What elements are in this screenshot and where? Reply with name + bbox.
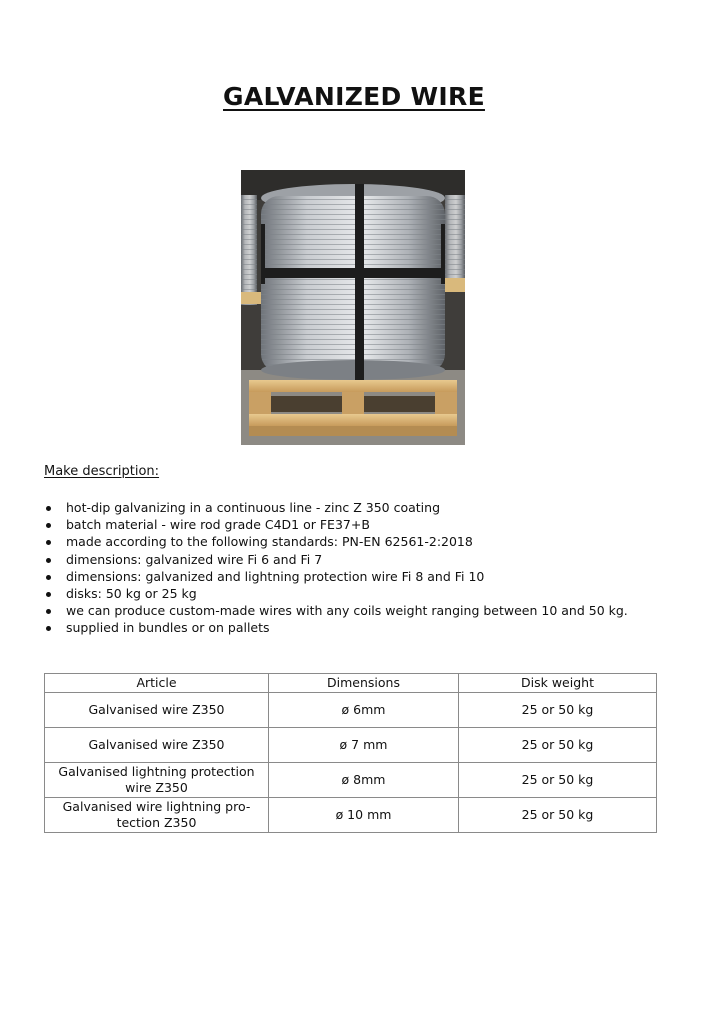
cell-article: Galvanised lightning protection wire Z350 [45, 763, 269, 798]
cell-disk-weight: 25 or 50 kg [459, 693, 657, 728]
cell-dimensions: ø 7 mm [269, 728, 459, 763]
table-row [45, 693, 657, 728]
product-photo [241, 170, 465, 445]
list-item: batch material - wire rod grade C4D1 or FE37+B [44, 516, 704, 533]
list-item: we can produce custom-made wires with any coils weight ranging between 10 and 50 kg. [44, 602, 704, 619]
list-item: dimensions: galvanized wire Fi 6 and Fi 7 [44, 551, 704, 568]
cell-article: Galvanised wire lightning pro-tection Z350 [45, 798, 269, 833]
cell-article: Galvanised wire Z350 [45, 728, 269, 763]
list-item: hot-dip galvanizing in a continuous line - zinc Z 350 coating [44, 499, 704, 516]
make-description-heading: Make description: [44, 464, 160, 479]
header-dimensions: Dimensions [269, 674, 459, 693]
header-article: Article [45, 674, 269, 693]
cell-disk-weight: 25 or 50 kg [459, 728, 657, 763]
header-disk-weight: Disk weight [459, 674, 657, 693]
list-item: dimensions: galvanized and lightning protection wire Fi 8 and Fi 10 [44, 568, 704, 585]
cell-disk-weight: 25 or 50 kg [459, 798, 657, 833]
cell-article: Galvanised wire Z350 [45, 693, 269, 728]
spec-table [44, 673, 657, 833]
list-item: supplied in bundles or on pallets [44, 619, 704, 636]
cell-dimensions: ø 10 mm [269, 798, 459, 833]
cell-dimensions: ø 6mm [269, 693, 459, 728]
table-row [45, 798, 657, 833]
page-title: GALVANIZED WIRE [223, 82, 485, 111]
wire-coil-on-pallet-icon [241, 170, 465, 445]
list-item: made according to the following standards: PN-EN 62561-2:2018 [44, 533, 704, 550]
cell-disk-weight: 25 or 50 kg [459, 763, 657, 798]
list-item: disks: 50 kg or 25 kg [44, 585, 704, 602]
table-row [45, 763, 657, 798]
table-row [45, 728, 657, 763]
cell-dimensions: ø 8mm [269, 763, 459, 798]
table-header-row [45, 674, 657, 693]
feature-list [44, 499, 704, 637]
